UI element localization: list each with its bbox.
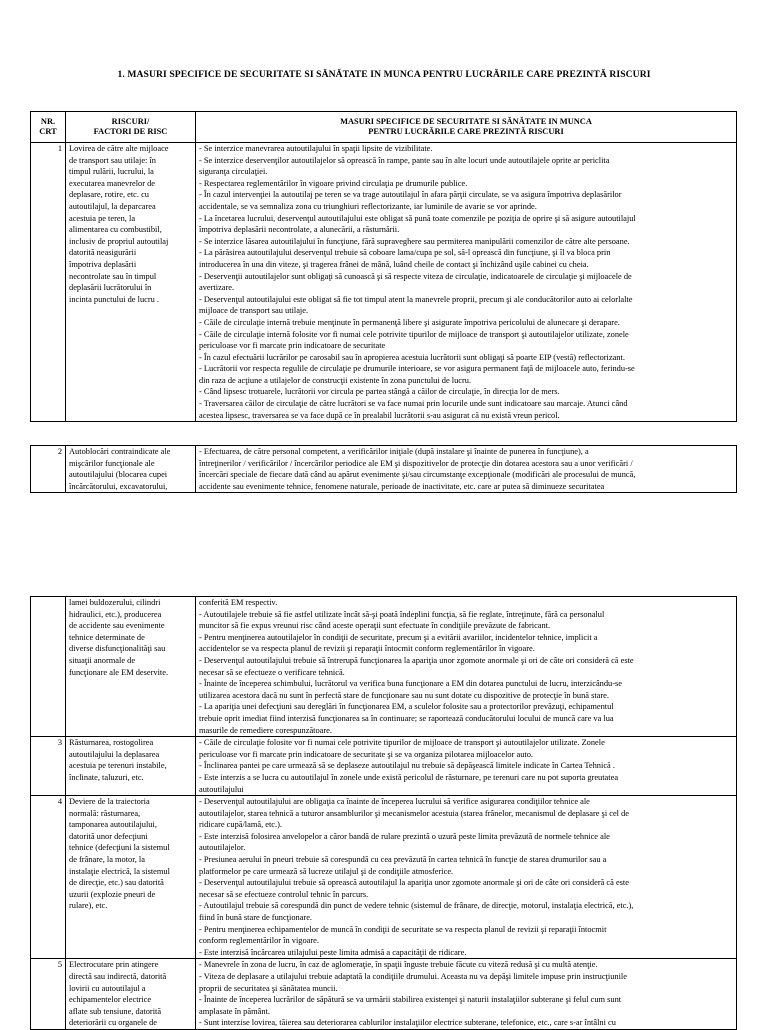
risk-text-line: tehnice determinate de — [69, 632, 145, 642]
risk-text-line: Deviere de la traiectoria — [69, 797, 150, 807]
measures-cell — [196, 597, 737, 737]
measure-text-line: utilizarea acestora dacă nu sunt în perfectă stare de funcţionare sau nu sunt dotate cu dispozitive de protecţie în bună stare. — [199, 690, 609, 700]
measure-text-line: - Înclinarea pantei pe care urmează să se deplaseze autoutilajul nu trebuie să depăşească limitele indicate în Cartea Tehnică . — [199, 761, 615, 771]
row-number: 5 — [31, 959, 66, 1030]
risk-cell — [66, 446, 196, 493]
measure-text-line: avertizare. — [199, 283, 235, 293]
risk-text-line: timpul rulării, lucrului, la — [69, 167, 154, 177]
risk-text-line: lamei buldozerului, cilindri — [69, 598, 161, 607]
row-number: 3 — [31, 737, 66, 796]
risk-cell — [66, 143, 196, 422]
risk-text-line: acestuia pe teren, la — [69, 213, 136, 223]
risk-cell — [66, 796, 196, 959]
measure-text-line: - Este interzis a se lucra cu autoutilajul în zonele unde există pericolul de răsturnare, pe terenuri care nu pot suporta greutatea — [199, 772, 619, 782]
table-row — [31, 143, 737, 422]
measure-text-line: - Traversarea căilor de circulaţie de către lucrători se va face numai prin locurile unde sunt indicatoare sau marcaje. Atunci când — [199, 399, 628, 409]
measure-text-line: - Autoutilajul trebuie să corespundă din punct de vedere tehnic (sistemul de frânare, de direcţie, motorul, instalaţia electrică, etc.), — [199, 901, 634, 911]
row-number: 2 — [31, 446, 66, 493]
measure-text-line: - Efectuarea, de către personal competent, a verificărilor iniţiale (după instalare şi înainte de punerea în funcţiune), a — [199, 447, 589, 456]
header-nr-crt: NR. CRT — [31, 112, 66, 143]
table-row — [31, 796, 737, 959]
risk-text-line: înclinate, taluzuri, etc. — [69, 772, 144, 782]
table-row — [31, 446, 737, 493]
measure-text-line: - Înainte de începerea schimbului, lucrătorul va verifica buna funcţionare a EM din dotarea punctului de lucru, interzicându-se — [199, 679, 622, 689]
risk-text-line: lovirii cu autoutilajul a — [69, 983, 146, 993]
measure-text-line: - Deservenţul autoutilajului trebuie să întrerupă funcţionarea la apariţia unor zgomote anormale şi ori de câte ori consideră că este — [199, 655, 634, 665]
measure-text-line: - În cazul intervenţiei la autoutilaj pe teren se va trage autoutilajul în afara părţii circulate, se va asigura împotriva deplasărilor — [199, 190, 622, 200]
risk-text-line: echipamentelor electrice — [69, 995, 152, 1005]
risk-text-line: încărcătorului, excavatorului, — [69, 481, 168, 491]
risk-text-line: autoutilajului la deplasarea — [69, 749, 160, 759]
risk-text-line: directă sau indirectă, datorită — [69, 972, 167, 981]
table-row — [31, 959, 737, 1030]
risk-text-line: funcţionare ale EM deservite. — [69, 667, 169, 677]
risk-text-line: Răsturnarea, rostogolirea — [69, 738, 154, 748]
measure-text-line: masurile de remediere corespunzătoare. — [199, 725, 332, 735]
risk-text-line: executarea manevrelor de — [69, 178, 156, 188]
risk-text-line: normală: răsturnarea, — [69, 808, 141, 818]
risk-text-line: autoutilajului (blocarea cupei — [69, 470, 168, 480]
risk-cell — [66, 597, 196, 737]
risk-text-line: datorită neasigurării — [69, 248, 137, 258]
measure-text-line: - Viteza de deplasare a utilajului trebuie adaptată la condiţiile drumului. Aceasta nu va depăşi limitele impuse prin instrucţiunile — [199, 972, 627, 981]
risk-text-line: deplasare, rotire, etc. cu — [69, 190, 149, 200]
measure-text-line: - La încetarea lucrului, deservenţul autoutilajului este obligat să pună toate comenzile pe poziţia de oprire şi să asigure autoutilajul — [199, 213, 636, 223]
measure-text-line: - Lucrătorii vor respecta regulile de circulaţie pe drumurile interioare, se vor asigura permanent faţă de mijloacele auto, ferindu-se — [199, 364, 635, 374]
measure-text-line: conferită EM respectiv. — [199, 598, 278, 607]
measures-cell — [196, 446, 737, 493]
measures-cell — [196, 737, 737, 796]
risk-text-line: Electrocutare prin atingere — [69, 960, 159, 970]
risk-text-line: inclusiv de propriul autoutilaj — [69, 236, 169, 246]
header-risk: RISCURI/ FACTORI DE RISC — [66, 112, 196, 143]
measure-text-line: - Căile de circulaţie folosite vor fi numai cele potrivite tipurilor de mijloace de transport şi autoutilajelor utilizate. Zonele — [199, 738, 605, 748]
measure-text-line: - Pentru menţinerea echipamentelor de muncă în condiţii de securitate se va respecta planul de revizii şi reparaţii întocmit — [199, 924, 607, 934]
measure-text-line: - Când lipsesc trotuarele, lucrătorii vor circula pe partea stângă a căilor de circulaţie, în direcţia lor de mers. — [199, 387, 560, 397]
measures-table-1 — [30, 111, 737, 422]
measures-cell — [196, 959, 737, 1030]
measure-text-line: întreţinerilor / verificărilor / încercărilor periodice ale EM şi dispozitivelor de protecţie din dotarea acestora sau a unor verificări / — [199, 458, 633, 468]
measure-text-line: conform reglementărilor în vigoare. — [199, 936, 319, 946]
risk-text-line: Autoblocări contraindicate ale — [69, 447, 171, 456]
measure-text-line: accidentelor se va respecta planul de revizii şi reparaţii întocmit conform reglementărilor în vigoare. — [199, 644, 535, 654]
measure-text-line: - Sunt interzise lovirea, tăierea sau deteriorarea cablurilor instalaţiilor electrice subterane, telefonice, etc., care s-ar întâlni cu — [199, 1018, 616, 1028]
measure-text-line: - Presiunea aerului în pneuri trebuie să corespundă cu cea prevăzută în cartea tehnică în funcţie de starea drumurilor sau a — [199, 855, 607, 865]
measure-text-line: împotriva deplasării necontrolate, a alunecării, a răsturnării. — [199, 225, 400, 235]
measures-table-3 — [30, 596, 737, 1030]
measure-text-line: - Pentru menţinerea autoutilajelor în condiţii de securitate, precum şi a evitării avariilor, incidentelor tehnice, implicit a — [199, 632, 598, 642]
risk-text-line: necontrolate sau în timpul — [69, 271, 157, 281]
measure-text-line: - La apariţia unei defecţiuni sau dereglări în funcţionarea EM, a sculelor folosite sau a protectorilor prevăzuţi, echipamentul — [199, 702, 614, 712]
measure-text-line: trebuie oprit imediat fiind interzisă funcţionarea sa în continuare; se raportează conducătorului locului de muncă care va lua — [199, 713, 614, 723]
measure-text-line: accidente sau evenimente tehnice, fenomene naturale, perioade de inactivitate, etc. care ar putea să diminueze securitatea — [199, 481, 605, 491]
row-number — [31, 597, 66, 737]
risk-text-line: alimentarea cu combustibil, — [69, 225, 162, 235]
risk-text-line: diverse disfuncţionalităţi sau — [69, 644, 166, 654]
measure-text-line: - Se interzice lăsarea autoutilajului în funcţiune, fără supraveghere sau permiterea manipulării comenzilor de către alte persoane. — [199, 236, 630, 246]
risk-text-line: de transport sau utilaje: în — [69, 155, 156, 165]
risk-text-line: incinta punctului de lucru . — [69, 294, 160, 304]
measure-text-line: proprii de securitatea şi sănătatea muncii. — [199, 983, 338, 993]
risk-text-line: rulare), etc. — [69, 901, 108, 911]
row-number: 1 — [31, 143, 66, 422]
risk-cell — [66, 959, 196, 1030]
measure-text-line: - Deservenţul autoutilajului are obligaţia ca înainte de începerea lucrului să verifice asigurarea condiţiilor tehnice ale — [199, 797, 590, 807]
risk-text-line: aflate sub tensiune, datorită — [69, 1006, 162, 1016]
page-title: 1. MASURI SPECIFICE DE SECURITATE SI SĂNĂTATE IN MUNCA PENTRU LUCRĂRILE CARE PREZINTĂ RISCURI — [117, 69, 651, 80]
measure-text-line: - Se interzice deservenţilor autoutilajelor să oprească în rampe, pante sau în alte locuri unde autoutilajele oprite ar periclita — [199, 155, 610, 165]
risk-text-line: instalaţie electrică, la sistemul — [69, 866, 170, 876]
measure-text-line: acestea lipsesc, traversarea se va face după ce în prealabil lucrătorii s-au asigurat că nu există vreun pericol. — [199, 410, 560, 420]
measure-text-line: autoutilajelor, starea tehnică a tuturor ansamblurilor şi mecanismelor acestuia (starea frânelor, mecanismul de deplasare şi cel de — [199, 808, 629, 818]
risk-text-line: de accidente sau evenimente — [69, 621, 165, 631]
risk-text-line: mişcărilor funcţionale ale — [69, 458, 155, 468]
measure-text-line: din raza de acţiune a utilajelor de construcţii existente în zona punctului de lucru. — [199, 375, 472, 385]
measure-text-line: - În cazul efectuării lucrărilor pe carosabil sau în apropierea acestuia lucrătorii sunt obligaţi să poarte EIP (vestă) reflectorizant. — [199, 352, 625, 362]
table-row — [31, 597, 737, 737]
measure-text-line: ridicare cupă/lamă, etc.). — [199, 820, 283, 830]
measure-text-line: muncitor să fie expus vreunui risc când aceste operaţii sunt efectuate în condiţiile prevăzute de fabricant. — [199, 621, 551, 631]
measure-text-line: accidentale, se va semnaliza zona cu triunghiuri reflectorizante, iar luminile de avarie se vor aprinde. — [199, 201, 537, 211]
measure-text-line: - Deservenţul autoutilajului este obligat să fie tot timpul atent la manevrele proprii, precum şi ale conducătorilor auto ai celorlalte — [199, 294, 633, 304]
risk-text-line: Lovirea de către alte mijloace — [69, 144, 169, 153]
measure-text-line: mijloace de transport sau utilaje. — [199, 306, 309, 316]
measure-text-line: amplasate în pământ. — [199, 1006, 270, 1016]
risk-cell — [66, 737, 196, 796]
measure-text-line: periculoase vor fi marcate prin indicatoare de securitate — [199, 341, 386, 351]
table-row — [31, 737, 737, 796]
measures-cell — [196, 143, 737, 422]
measure-text-line: - Manevrele în zona de lucru, în caz de aglomeraţie, în spaţii înguste trebuie făcute cu viteză redusă şi cu multă atenţie. — [199, 960, 598, 970]
risk-text-line: hidraulici, etc.), producerea — [69, 609, 162, 619]
measure-text-line: autoutilajelor. — [199, 843, 246, 853]
table-header-row — [31, 112, 737, 143]
measure-text-line: autoutilajului — [199, 784, 244, 794]
measure-text-line: - Deservenţul autoutilajului trebuie să oprească autoutilajul la apariţia unor zgomote anormale şi ori de câte ori consideră că este — [199, 878, 629, 888]
measure-text-line: - Înainte de începerea lucrărilor de săpătură se va urmării stabilirea existenţei şi naturii instalaţiilor subterane şi felul cum sunt — [199, 995, 622, 1005]
measure-text-line: necesar să se efectueze controlul tehnic în parcurs. — [199, 889, 369, 899]
measure-text-line: - Căile de circulaţie internă folosite vor fi numai cele potrivite tipurilor de mijloace de transport şi autoutilajelor utilizate, zonele — [199, 329, 629, 339]
risk-text-line: autoutilajul, la deparcarea — [69, 201, 156, 211]
measure-text-line: - Deservenţii autoutilajelor sunt obligaţi să cunoască şi să respecte viteza de circulaţie, indicatoarele de circulaţie şi mijloacele de — [199, 271, 632, 281]
risk-text-line: de direcţie, etc.) sau datorită — [69, 878, 164, 888]
risk-text-line: împotriva deplasării — [69, 259, 137, 269]
measure-text-line: - La părăsirea autoutilajului deservenţul trebuie să coboare lama/cupa pe sol, să-l oprească din funcţiune, şi îl va bloca prin — [199, 248, 611, 258]
measure-text-line: încercări speciale de fiecare dată când au apărut evenimente şi/sau circumstanţe excepţionale (modificări ale procesului de muncă, — [199, 470, 636, 480]
measure-text-line: platformelor pe care urmează să lucreze utilajul şi de condiţiile atmosferice. — [199, 866, 454, 876]
measure-text-line: - Este interzisă încărcarea utilajului peste limita admisă a capacităţii de ridicare. — [199, 947, 467, 957]
measure-text-line: siguranţa circulaţiei. — [199, 167, 268, 177]
measure-text-line: - Căile de circulaţie internă trebuie menţinute în permanenţă libere şi asigurate împotriva pericolului de alunecare şi derapare. — [199, 317, 620, 327]
measure-text-line: - Se interzice manevrarea autoutilajului în spaţii lipsite de vizibilitate. — [199, 144, 433, 153]
risk-text-line: deteriorării cu organele de — [69, 1018, 157, 1028]
risk-text-line: situaţii anormale de — [69, 655, 136, 665]
risk-text-line: datorită unor defecţiuni — [69, 831, 148, 841]
measures-cell — [196, 796, 737, 959]
measure-text-line: periculoase vor fi marcate prin indicatoare de securitate şi se va organiza pilotarea mijloacelor auto. — [199, 749, 533, 759]
risk-text-line: tehnice (defecţiuni la sistemul — [69, 843, 170, 853]
risk-text-line: deplasării lucrătorului în — [69, 283, 152, 293]
header-measures: MASURI SPECIFICE DE SECURITATE SI SĂNĂTATE IN MUNCA PENTRU LUCRĂRILE CARE PREZINTĂ RISCURI — [196, 112, 737, 143]
risk-text-line: uzurii (explozie pneuri de — [69, 889, 156, 899]
measures-table-2 — [30, 445, 737, 493]
measure-text-line: - Autoutilajele trebuie să fie astfel utilizate încât să-şi poată îndeplini funcţia, să fie reglate, întreţinute, fără ca personalul — [199, 609, 605, 619]
measure-text-line: - Este interzisă folosirea anvelopelor a căror bandă de rulare prezintă o uzură peste limita prevăzută de normele tehnice ale — [199, 831, 610, 841]
risk-text-line: tamponarea autoutilajului, — [69, 820, 157, 830]
row-number: 4 — [31, 796, 66, 959]
measure-text-line: introducerea în una din viteze, şi tragerea frânei de mână, luând cheile de contact şi închizând uşile cabinei cu cheia. — [199, 259, 589, 269]
measure-text-line: necesar să se efectueze o verificare tehnică. — [199, 667, 345, 677]
risk-text-line: de frânare, la motor, la — [69, 855, 145, 865]
measure-text-line: - Respectarea reglementărilor în vigoare privind circulaţia pe drumurile publice. — [199, 178, 468, 188]
measure-text-line: fiind în bună stare de funcţionare. — [199, 913, 313, 923]
risk-text-line: acestuia pe terenuri instabile, — [69, 761, 167, 771]
